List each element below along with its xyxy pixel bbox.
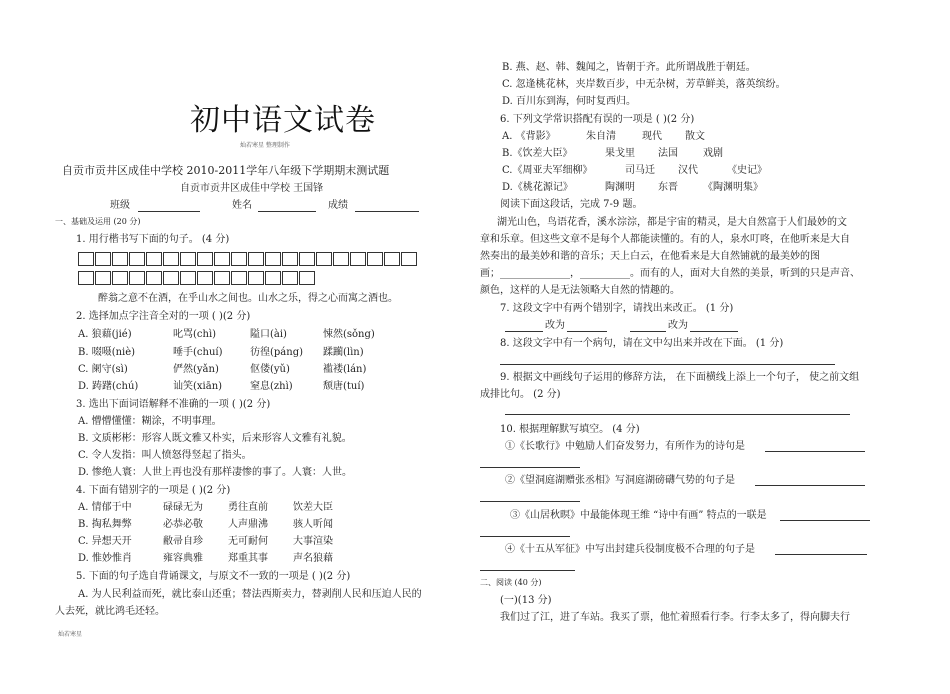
q4-option-a-1: A. 情郁于中 <box>78 502 132 513</box>
q6-option-a-1: A. 《背影》 <box>502 131 556 142</box>
q6-option-c-4: 《史记》 <box>727 165 767 176</box>
q4-option-d-4: 声名狼藉 <box>293 553 333 564</box>
q2-option-c-1: C. 阑守(sì) <box>78 364 128 375</box>
q4-option-c-4: 大事渲染 <box>293 536 333 547</box>
q4-option-b-3: 人声鼎沸 <box>228 519 268 530</box>
section-2-heading: 二、阅读 (40 分) <box>480 578 542 587</box>
q6-option-b-4: 戏剧 <box>703 148 723 159</box>
copy-sentence: 醉翁之意不在酒，在乎山水之间也。山水之乐，得之心而寓之酒也。 <box>98 293 398 304</box>
question-4: 4. 下面有错别字的一项是 ( )(2 分) <box>76 485 231 496</box>
q3-option-d: D. 惨绝人寰：人世上再也没有那样凄惨的事了。人寰：人世。 <box>78 467 353 478</box>
passage-line-1: 湖光山色，鸟语花香，溪水淙淙，都是宇宙的精灵，是大自然富于人们最妙的文 <box>497 217 847 228</box>
reading-passage-first-line: 我们过了江，进了车站。我买了票，他忙着照看行李。行李太多了，得向脚夫行 <box>500 612 850 623</box>
q10-item-4: ④《十五从军征》中写出封建兵役制度极不合理的句子是 <box>505 544 755 555</box>
q2-option-d-4: 颓唐(tuí) <box>323 381 365 392</box>
question-1: 1. 用行楷书写下面的句子。 (4 分) <box>76 234 230 245</box>
q10-item-3: ③《山居秋暝》中最能体现王维 “诗中有画” 特点的一联是 <box>510 510 767 521</box>
question-7: 7. 这段文字中有两个错别字，请找出来改正。 (1 分) <box>500 303 734 314</box>
q2-option-d-2: 讪笑(xiān) <box>173 381 223 392</box>
q2-option-a-3: 隘口(ài) <box>250 329 287 340</box>
q4-option-b-1: B. 掏私舞弊 <box>78 519 132 530</box>
name-input-line[interactable] <box>258 211 316 212</box>
q9-answer-line[interactable] <box>505 414 850 415</box>
q7-replace-label-1: 改为 <box>545 320 565 331</box>
question-9-line-1: 9. 根据文中画线句子运用的修辞方法， 在下面横线上添上一个句子， 使之前文组 <box>500 372 860 383</box>
q6-option-d-3: 东晋 <box>658 182 678 193</box>
q4-option-b-4: 骇人听闻 <box>293 519 333 530</box>
q10-item-3-blank-a[interactable] <box>780 520 870 521</box>
writing-grid-row-1[interactable] <box>78 252 418 266</box>
q4-option-a-3: 勇往直前 <box>228 502 268 513</box>
name-label: 姓名 <box>232 200 252 211</box>
q4-option-c-2: 敝帚自珍 <box>163 536 203 547</box>
q7-blank-1a[interactable] <box>505 331 543 332</box>
q4-option-d-3: 郑重其事 <box>228 553 268 564</box>
q4-option-c-3: 无可耐何 <box>228 536 268 547</box>
q6-option-c-3: 汉代 <box>678 165 698 176</box>
q10-item-1-blank-b[interactable] <box>480 467 580 468</box>
question-8: 8. 这段文字中有一个病句，请在文中勾出来并改在下面。 (1 分) <box>500 338 784 349</box>
q6-option-b-3: 法国 <box>658 148 678 159</box>
q4-option-a-2: 碌碌无为 <box>163 502 203 513</box>
q2-option-c-4: 褴褛(lán) <box>323 364 367 375</box>
q3-option-a: A. 懵懵懂懂：糊涂，不明事理。 <box>78 416 222 427</box>
q3-option-b: B. 文质彬彬：形容人既文雅又朴实，后来形容人文雅有礼貌。 <box>78 433 352 444</box>
q3-option-c: C. 令人发指：叫人愤怒得竖起了指头。 <box>78 450 252 461</box>
page-footer: 灿若寒星 <box>58 631 83 638</box>
question-6: 6. 下列文学常识搭配有误的一项是 ( )(2 分) <box>500 114 695 125</box>
q4-option-c-1: C. 异想天开 <box>78 536 132 547</box>
question-3: 3. 选出下面词语解释不准确的一项 ( )(2 分) <box>76 399 271 410</box>
q10-item-2-blank-a[interactable] <box>755 485 865 486</box>
q6-option-c-1: C.《周亚夫军细柳》 <box>502 165 593 176</box>
q6-option-c-2: 司马迁 <box>625 165 655 176</box>
q5-option-a-line-1: A. 为人民利益而死，就比泰山还重；替法西斯卖力，替剥削人民和压迫人民的 <box>78 589 422 600</box>
question-10: 10. 根据理解默写填空。 (4 分) <box>500 424 640 435</box>
q2-option-b-2: 唾手(chuí) <box>173 347 223 358</box>
q6-option-a-2: 朱自清 <box>586 131 616 142</box>
q7-replace-label-2: 改为 <box>668 320 688 331</box>
q10-item-2: ②《望洞庭湖赠张丞相》写洞庭湖磅礴气势的句子是 <box>505 475 735 486</box>
reading-part-1-heading: (一)(13 分) <box>500 595 552 606</box>
q10-item-3-blank-b[interactable] <box>480 536 570 537</box>
q6-option-b-2: 果戈里 <box>605 148 635 159</box>
passage-line-4: 画；______________，__________。而有的人，面对大自然的美景，听到的只是声音、 <box>480 268 860 279</box>
q6-option-b-1: B.《饮差大臣》 <box>502 148 573 159</box>
class-input-line[interactable] <box>138 211 200 212</box>
page-title: 初中语文试卷 <box>190 103 376 138</box>
q6-option-d-2: 陶渊明 <box>605 182 635 193</box>
score-input-line[interactable] <box>355 211 419 212</box>
question-2: 2. 选择加点字注音全对的一项 ( )(2 分) <box>76 311 251 322</box>
passage-line-3: 然奏出的最美妙和谐的音乐；天上白云，在他看来是大自然铺就的最美妙的图 <box>480 251 820 262</box>
writing-grid-row-2[interactable] <box>78 271 316 285</box>
section-1-heading: 一、基础及运用 (20 分) <box>55 217 141 226</box>
q2-option-d-3: 窒息(zhì) <box>250 381 293 392</box>
q2-option-b-3: 彷徨(páng) <box>250 347 304 358</box>
reading-instructions: 阅读下面这段话，完成 7-9 题。 <box>500 199 643 210</box>
author-line: 自贡市贡井区成佳中学校 王国锋 <box>180 183 324 194</box>
q6-option-d-1: D.《桃花源记》 <box>502 182 573 193</box>
passage-line-2: 章和乐章。但这些文章不是每个人都能读懂的。有的人，泉水叮咚，在他听来是大自 <box>480 234 850 245</box>
q8-answer-line[interactable] <box>500 364 835 365</box>
q4-option-d-2: 雍容典雅 <box>163 553 203 564</box>
q10-item-4-blank-b[interactable] <box>480 570 575 571</box>
q6-option-a-3: 现代 <box>642 131 662 142</box>
q2-option-c-3: 伛偻(yǔ) <box>250 364 290 375</box>
q10-item-4-blank-a[interactable] <box>775 554 867 555</box>
credit-line: 灿若寒星 整理制作 <box>240 142 290 149</box>
q4-option-b-2: 必恭必敬 <box>163 519 203 530</box>
q2-option-d-1: D. 踌躇(chú) <box>78 381 139 392</box>
question-5: 5. 下面的句子选自背诵课文，与原文不一致的一项是 ( )(2 分) <box>76 571 351 582</box>
passage-line-5: 颜色，这样的人是无法领略大自然的情趣的。 <box>480 285 680 296</box>
q2-option-b-1: B. 啜嗫(niè) <box>78 347 136 358</box>
q2-option-a-2: 叱骂(chì) <box>173 329 217 340</box>
score-label: 成绩 <box>328 200 348 211</box>
q10-item-2-blank-b[interactable] <box>480 501 580 502</box>
exam-header-line: 自贡市贡井区成佳中学校 2010-2011学年八年级下学期期末测试题 <box>62 164 390 177</box>
q10-item-1: ①《长歌行》中勉励人们奋发努力，有所作为的诗句是 <box>505 441 745 452</box>
q10-item-1-blank-a[interactable] <box>765 451 865 452</box>
q5-option-d: D. 百川东到海，何时复西归。 <box>502 96 637 107</box>
q7-blank-1b[interactable] <box>567 331 607 332</box>
q2-option-b-4: 蹂躏(lìn) <box>323 347 364 358</box>
question-9-line-2: 成排比句。 (2 分) <box>480 389 561 400</box>
q4-option-d-1: D. 惟妙惟肖 <box>78 553 133 564</box>
q6-option-a-4: 散文 <box>685 131 705 142</box>
q4-option-a-4: 饮差大臣 <box>293 502 333 513</box>
q2-option-c-2: 俨然(yǎn) <box>173 364 219 375</box>
q7-blank-2b[interactable] <box>690 331 738 332</box>
q5-option-b: B. 燕、赵、韩、魏闻之，皆朝于齐。此所谓战胜于朝廷。 <box>502 62 756 73</box>
q5-option-c: C. 忽逢桃花林，夹岸数百步，中无杂树，芳草鲜美，落英缤纷。 <box>502 79 786 90</box>
q2-option-a-4: 悚然(sǒng) <box>323 329 375 340</box>
q7-blank-2a[interactable] <box>630 331 666 332</box>
class-label: 班级 <box>110 200 130 211</box>
q2-option-a-1: A. 狼藉(jié) <box>78 329 132 340</box>
q6-option-d-4: 《陶渊明集》 <box>703 182 763 193</box>
q5-option-a-line-2: 人去死，就比鸿毛还轻。 <box>55 606 165 617</box>
